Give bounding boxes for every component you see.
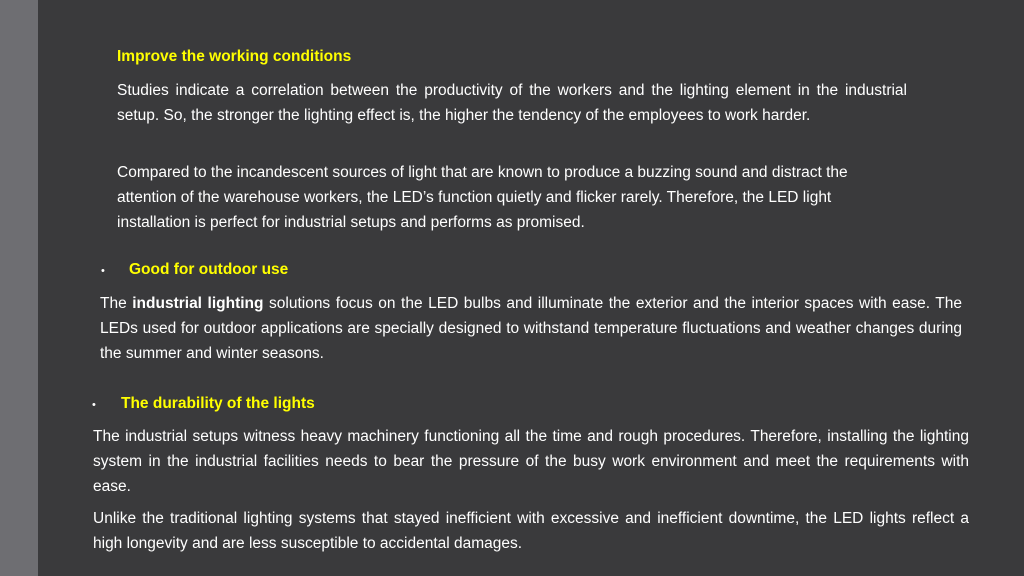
paragraph-machinery: The industrial setups witness heavy machinery functioning all the time and rough procedures. Therefore, installing the lighting system in the industrial facilities needs to bear the pressure of the busy work environment and meet the requirements with ease. [93, 428, 969, 495]
paragraph-outdoor-use [100, 291, 962, 366]
paragraph-longevity: Unlike the traditional lighting systems that stayed inefficient with excessive and inefficient downtime, the LED lights reflect a high longevity and are less susceptible to accidental damages. [93, 510, 969, 552]
paragraph-outdoor-prefix: The [100, 295, 133, 312]
paragraph-productivity: Studies indicate a correlation between the productivity of the workers and the lighting element in the industrial setup. So, the stronger the lighting effect is, the higher the tendency of the employees to work harder. [117, 82, 907, 124]
section-heading-outdoor-use: Good for outdoor use [129, 261, 289, 278]
paragraph-outdoor-bold-term: industrial lighting [132, 295, 264, 312]
section-heading-working-conditions: Improve the working conditions [117, 48, 352, 65]
section-heading-durability: The durability of the lights [121, 395, 315, 412]
paragraph-incandescent-comparison: Compared to the incandescent sources of light that are known to produce a buzzing sound and distract the attention of the warehouse workers, the LED’s function quietly and flicker rarely. Therefore, the LED light installation is perfect for industrial setups and performs as promised. [117, 164, 848, 231]
paragraph-outdoor-rest: solutions focus on the LED bulbs and illuminate the exterior and the interior spaces with ease. The LEDs used for outdoor applications are specially designed to withstand temperature fluctuations and weather changes during the summer and winter seasons. [100, 295, 962, 362]
bullet-durability: • [92, 399, 96, 411]
bullet-outdoor: • [101, 265, 105, 277]
